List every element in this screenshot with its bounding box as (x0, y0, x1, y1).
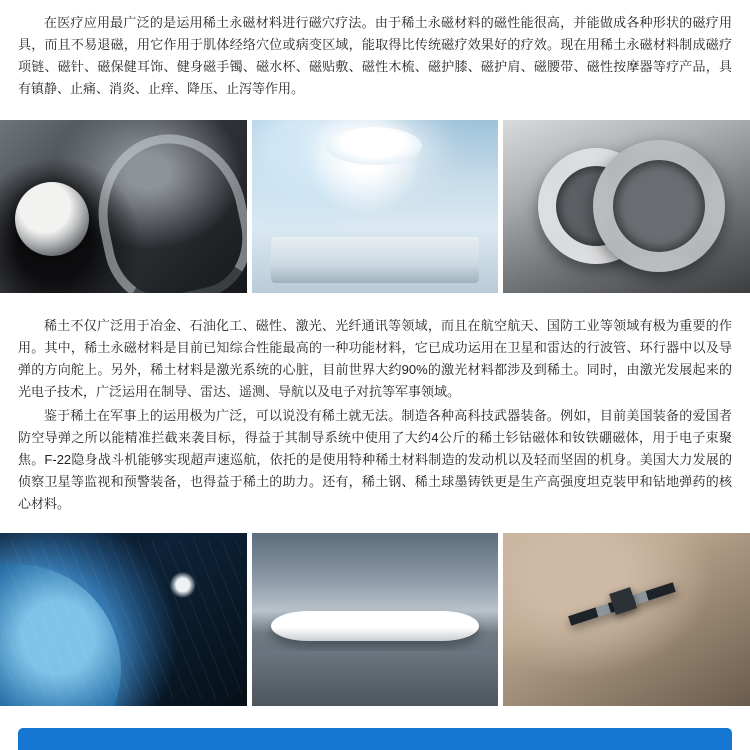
metal-rings-photo (503, 120, 750, 293)
paragraph: 鉴于稀土在军事上的运用极为广泛，可以说没有稀土就无法。制造各种高科技武器装备。例如，目前美国装备的爱国者防空导弹之所以能精准拦截来袭目标，得益于其制导系统中使用了大约4公斤的稀土钐钴磁体和钕铁硼磁体，用于电子束聚焦。F-22隐身战斗机能够实现超声速巡航，依托的是使用特种稀土材料制造的发动机以及轻而坚固的机身。美国大力发展的侦察卫星等监视和预警装备，也得益于稀土的助力。还有，稀土钢、稀土球墨铸铁更是生产高强度坦克装甲和钻地弹药的核心材料。 (18, 408, 732, 511)
spacer (0, 100, 750, 120)
paragraph: 稀土不仅广泛用于冶金、石油化工、磁性、激光、光纤通讯等领域，而且在航空航天、国防工业等领域有极为重要的作用。其中，稀土永磁材料是目前已知综合性能最高的一种功能材料，它已成功运用在卫星和雷达的行波管、环行器中以及导弹的方向舵上。另外，稀土材料是激光系统的心脏，目前世界大约90%的激光材料都涉及到稀土。同时，由激光发展起来的光电子技术，广泛运用在制导、雷达、遥测、导航以及电子对抗等军事领域。 (18, 318, 732, 399)
medical-images-strip (0, 120, 750, 293)
operating-room-photo (252, 120, 499, 293)
spacer (0, 515, 750, 533)
industry-section-text (0, 315, 750, 515)
satellite-over-desert-photo (503, 533, 750, 706)
spacer (0, 293, 750, 315)
medical-instruments-photo (0, 120, 247, 293)
footer-bar-container (0, 728, 750, 750)
airplane-tarmac-photo (252, 533, 499, 706)
footer-blue-bar[interactable] (18, 728, 732, 750)
medical-section-text (0, 0, 750, 100)
earth-from-space-photo (0, 533, 247, 706)
paragraph: 在医疗应用最广泛的是运用稀土永磁材料进行磁穴疗法。由于稀土永磁材料的磁性能很高，并能做成各种形状的磁疗用具，而且不易退磁，用它作用于肌体经络穴位或病变区域，能取得比传统磁疗效果好的疗效。现在用稀土永磁材料制成磁疗项链、磁针、磁保健耳饰、健身磁手镯、磁水杯、磁贴敷、磁性木梳、磁护膝、磁护肩、磁腰带、磁性按摩器等疗产品，具有镇静、止痛、消炎、止痒、降压、止泻等作用。 (18, 15, 732, 96)
aerospace-images-strip (0, 533, 750, 706)
